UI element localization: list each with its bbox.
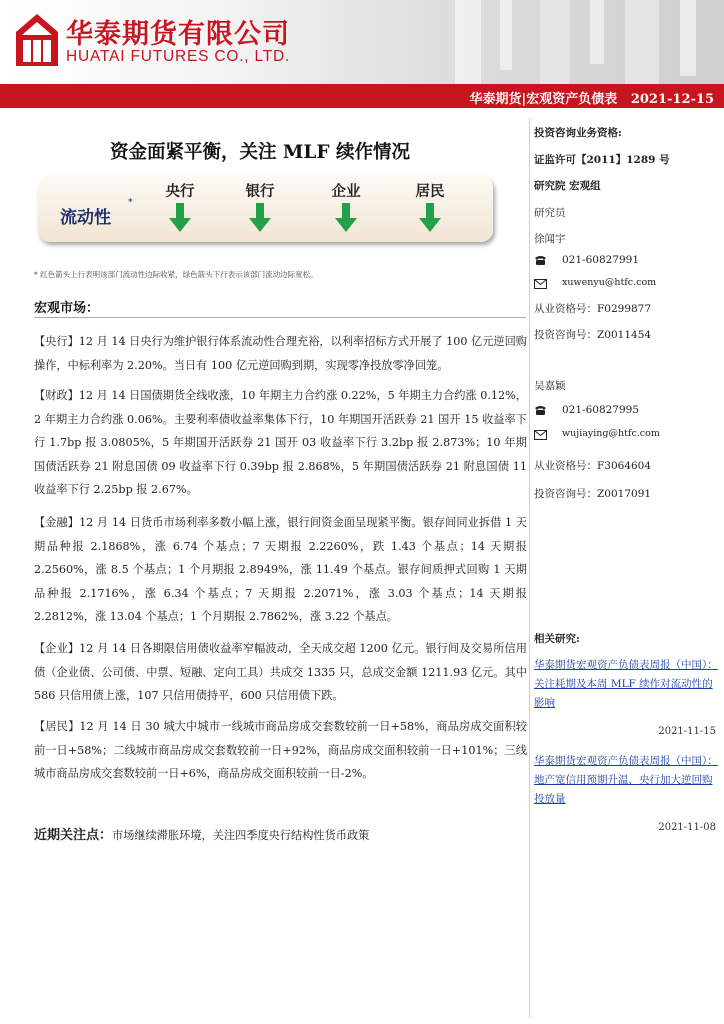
paragraph-finance (34, 511, 527, 629)
sector-households (404, 180, 456, 233)
related-research-title: 相关研究: (534, 633, 580, 645)
qualification-title: 投资咨询业务资格: (534, 127, 622, 139)
paragraph-text: 12 月 14 日央行为维护银行体系流动性合理充裕，以利率招标方式开展了 100 亿元逆回购操作，中标利率为 2.20%。当日有 100 亿元逆回购到期，实现零净投放零净回笼。 (34, 335, 527, 372)
company-name-cn: 华泰期货有限公司 (66, 19, 290, 50)
license-number: 证监许可【2011】1289 号 (534, 154, 670, 166)
decor-bar (590, 0, 604, 64)
sector-name: 央行 (165, 183, 195, 200)
paragraph-fiscal (34, 384, 527, 502)
sector-name: 银行 (245, 183, 275, 200)
recent-focus (34, 824, 369, 843)
report-series-date: 华泰期货|宏观资产负债表 2021-12-15 (469, 92, 714, 107)
sector-central-bank (154, 180, 206, 233)
liquidity-star: * (128, 198, 133, 208)
decor-bar (500, 0, 512, 70)
macro-heading: 宏观市场： (34, 301, 100, 316)
analyst-advisory: 投资咨询号：Z0017091 (534, 488, 652, 500)
analyst-phone: 021-60827991 (562, 254, 640, 266)
report-title: 资金面紧平衡，关注 MLF 续作情况 (109, 142, 410, 163)
green-down-arrow-icon (249, 203, 271, 233)
focus-label: 近期关注点： (34, 828, 113, 843)
liquidity-panel (38, 176, 493, 242)
huatai-logo-icon (14, 12, 60, 68)
email-icon (534, 279, 547, 289)
paragraph-text: 12 月 14 日货币市场利率多数小幅上涨，银行间资金面呈现紧平衡。银存间同业拆借 1 天期品种报 2.1868%，涨 6.74 个基点；7 天期报 2.2260%，跌 1.43 个基点；14 天期报 2.2560%，涨 8.5 个基点；1 个月期报 2.8949%，涨 11.49 个基点。银存间质押式回购 1 天期品种报 2.1716%，涨 6.34 个基点；7 天期报 2.2071%，涨 3.03 个基点；14 天期报 2.2812%，涨 13.04 个基点；1 个月期报 2.7862%，涨 3.22 个基点。 (34, 516, 527, 624)
company-name-en: HUATAI FUTURES CO., LTD. (66, 48, 291, 65)
decor-bar (625, 0, 659, 84)
paragraph-tag: 【财政】 (34, 389, 79, 402)
sidebar-divider (529, 118, 530, 1018)
sector-name: 居民 (415, 183, 445, 200)
analyst-cert: 从业资格号：F0299877 (534, 303, 652, 315)
decor-bar (455, 0, 481, 84)
paragraph-tag: 【金融】 (34, 516, 80, 529)
paragraph-tag: 【企业】 (34, 642, 80, 655)
paragraph-central-bank (34, 330, 527, 377)
decor-bar (540, 0, 570, 84)
analyst-name: 徐闻宇 (534, 233, 566, 245)
related-report-link[interactable]: 华泰期货宏观资产负债表周报（中国）：关注耗期及本周 MLF 续作对流动性的影响 (534, 659, 718, 709)
liquidity-label: 流动性 (60, 208, 111, 228)
email-icon (534, 430, 547, 440)
paragraph-text: 12 月 14 日各期限信用债收益率窄幅波动，全天成交超 1200 亿元。银行间及交易所信用债（企业债、公司债、中票、短融、定向工具）共成交 1335 只，总成交金额 1211.93 亿元。其中 586 只信用债上涨，107 只信用债持平，600 只信用债下跌。 (34, 642, 527, 703)
divider (34, 317, 526, 318)
paragraph-text: 12 月 14 日 30 城大中城市一线城市商品房成交套数较前一日+58%，商品房成交面积较前一日+58%；二线城市商品房成交套数较前一日+92%，商品房成交面积较前一日+101%；三线城市商品房成交套数较前一日+6%，商品房成交面积较前一日-2%。 (34, 720, 527, 781)
paragraph-households (34, 715, 527, 786)
researcher-title: 研究员 (534, 207, 566, 219)
focus-text: 市场继续滞胀环境，关注四季度央行结构性货币政策 (112, 829, 370, 842)
analyst-advisory: 投资咨询号：Z0011454 (534, 329, 652, 341)
paragraph-tag: 【居民】 (34, 720, 80, 733)
institute-group: 研究院 宏观组 (534, 180, 601, 192)
report-band (0, 84, 724, 108)
related-report-date: 2021-11-08 (658, 822, 716, 833)
decor-bar (680, 0, 696, 76)
sector-name: 企业 (331, 183, 361, 200)
analyst-name: 吴嘉颖 (534, 380, 566, 392)
paragraph-enterprise (34, 637, 527, 708)
analyst-email[interactable]: xuwenyu@htfc.com (562, 277, 657, 288)
paragraph-text: 12 月 14 日国债期货全线收涨，10 年期主力合约涨 0.22%，5 年期主力合约涨 0.12%，2 年期主力合约涨 0.06%。主要利率债收益率集体下行，10 年期国开活跃券 21 国开 15 收益率下行 1.7bp 报 3.0805%，5 年期国开活跃券 21 国开 03 收益率下行 3.2bp 报 2.873%；10 年期国债活跃券 21 附息国债 09 收益率下行 0.39bp 报 2.868%，5 年期国债活跃券 21 附息国债 11 收益率下行 2.25bp 报 2.67%。 (34, 389, 527, 497)
analyst-email[interactable]: wujiaying@htfc.com (562, 428, 660, 439)
arrow-footnote: * 红色箭头上行表明该部门流动性边际收紧，绿色箭头下行表示该部门流动边际宽松。 (34, 270, 318, 279)
sector-banks (234, 180, 286, 233)
analyst-phone: 021-60827995 (562, 404, 640, 416)
phone-icon (534, 405, 547, 416)
related-report-link[interactable]: 华泰期货宏观资产负债表周报（中国）：地产宽信用预期升温，央行加大逆回购投放量 (534, 755, 718, 805)
green-down-arrow-icon (419, 203, 441, 233)
analyst-cert: 从业资格号：F3064604 (534, 460, 652, 472)
green-down-arrow-icon (335, 203, 357, 233)
paragraph-tag: 【央行】 (34, 335, 79, 348)
sector-enterprises (320, 180, 372, 233)
green-down-arrow-icon (169, 203, 191, 233)
phone-icon (534, 255, 547, 266)
related-report-date: 2021-11-15 (658, 726, 716, 737)
